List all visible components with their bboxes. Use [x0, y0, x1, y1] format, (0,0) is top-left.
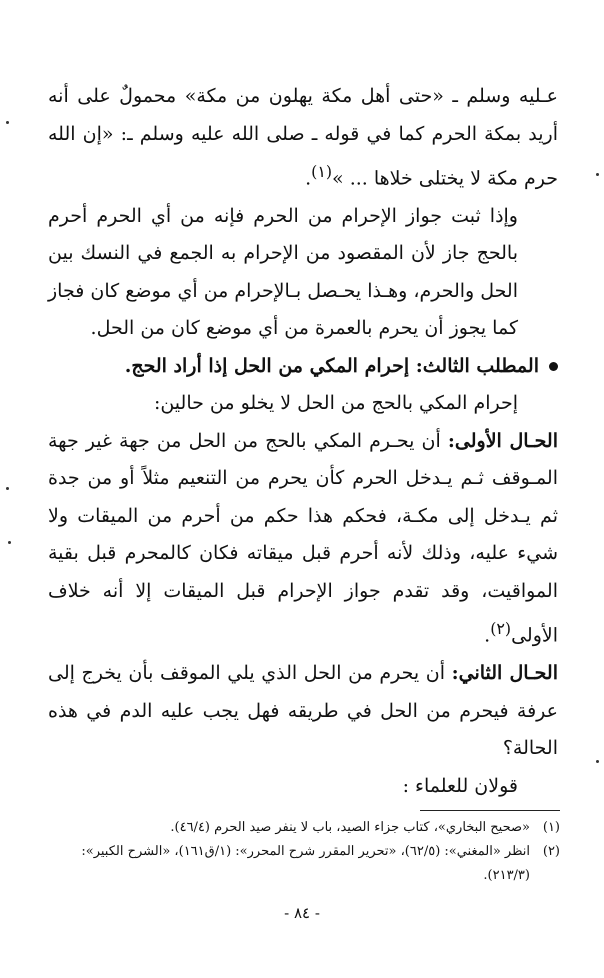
case-1 — [48, 423, 558, 655]
paragraph-1-end: . — [305, 167, 312, 190]
footnote-divider — [420, 810, 560, 811]
case-1-end: . — [484, 624, 491, 647]
footnote-2-number: (٢) — [542, 844, 560, 859]
footnote-2 — [48, 840, 560, 888]
scan-speck — [596, 173, 599, 176]
case-2-label: الحـال الثاني: — [451, 662, 558, 685]
scan-speck — [6, 487, 9, 490]
footnote-1-number: (١) — [542, 820, 560, 835]
section-heading — [48, 348, 558, 386]
case-2 — [48, 655, 558, 768]
bullet-icon — [549, 362, 558, 371]
page-number: - ٨٤ - — [284, 904, 320, 922]
paragraph-2: وإذا ثبت جواز الإحرام من الحرم فإنه من أي الحرم أحرم بالحج جاز لأن المقصود من الإحرام به الجمع في النسك بين الحل والحرم، وهـذا يحـصل بـالإحرام من أي موضع كان فجاز كما يجوز أن يحرم بالعمرة من أي موضع كان من الحل. — [48, 204, 518, 340]
main-text — [48, 78, 558, 805]
footnote-1-text: «صحيح البخاري»، كتاب جزاء الصيد، باب لا ينفر صيد الحرم (٤٦/٤). — [170, 820, 530, 835]
section-heading-text: المطلب الثالث: إحرام المكي من الحل إذا أراد الحج. — [124, 354, 539, 377]
footnote-2-text: انظر «المغني»: (٦٢/٥)، «تحرير المقرر شرح المحرر»: (١/ق١٦١)، «الشرح الكبير»: (٢١٣/٣). — [81, 844, 530, 883]
footnotes — [48, 810, 560, 888]
scholars-line: قولان للعلماء : — [402, 774, 518, 797]
scan-speck — [6, 121, 9, 124]
case-1-label: الحـال الأولى: — [447, 429, 558, 452]
case-2-text: أن يحرم من الحل الذي يلي الموقف بأن يخرج إلى عرفة فيحرم من الحل في طريقه فهل يجب عليه الدم في هذه الحالة؟ — [48, 662, 558, 760]
paragraph-1 — [48, 78, 558, 198]
footnote-ref-2[interactable]: (٢) — [490, 619, 512, 639]
footnote-1 — [48, 816, 560, 840]
footnote-ref-1[interactable]: (١) — [311, 162, 333, 181]
scan-speck — [8, 541, 11, 544]
intro-line: إحرام المكي بالحج من الحل لا يخلو من حالين: — [153, 392, 518, 415]
scan-speck — [596, 760, 599, 763]
case-1-text: أن يحـرم المكي بالحج من الحل من جهة غير جهة المـوقف ثـم يـدخل الحرم كأن يحرم من التنعيم مثلاً أو من جدة ثم يـدخل إلى مكـة، فحكم هذا حكم من أحرم من الميقات ولا شيء عليه، وذلك لأنه أحرم قبل ميقاته فكان كالمحرم قبل بقية المواقيت، وقد تقدم جواز الإحرام قبل الميقات إلا أنه خلاف الأولى — [48, 429, 558, 647]
paragraph-1-text: عـليه وسلم ـ «حتى أهل مكة يهلون من مكة» محمولٌ على أنه أريد بمكة الحرم كما في قوله ـ صلى الله عليه وسلم ـ: «إن الله حرم مكة لا يختلى خلاها ... » — [48, 85, 558, 190]
